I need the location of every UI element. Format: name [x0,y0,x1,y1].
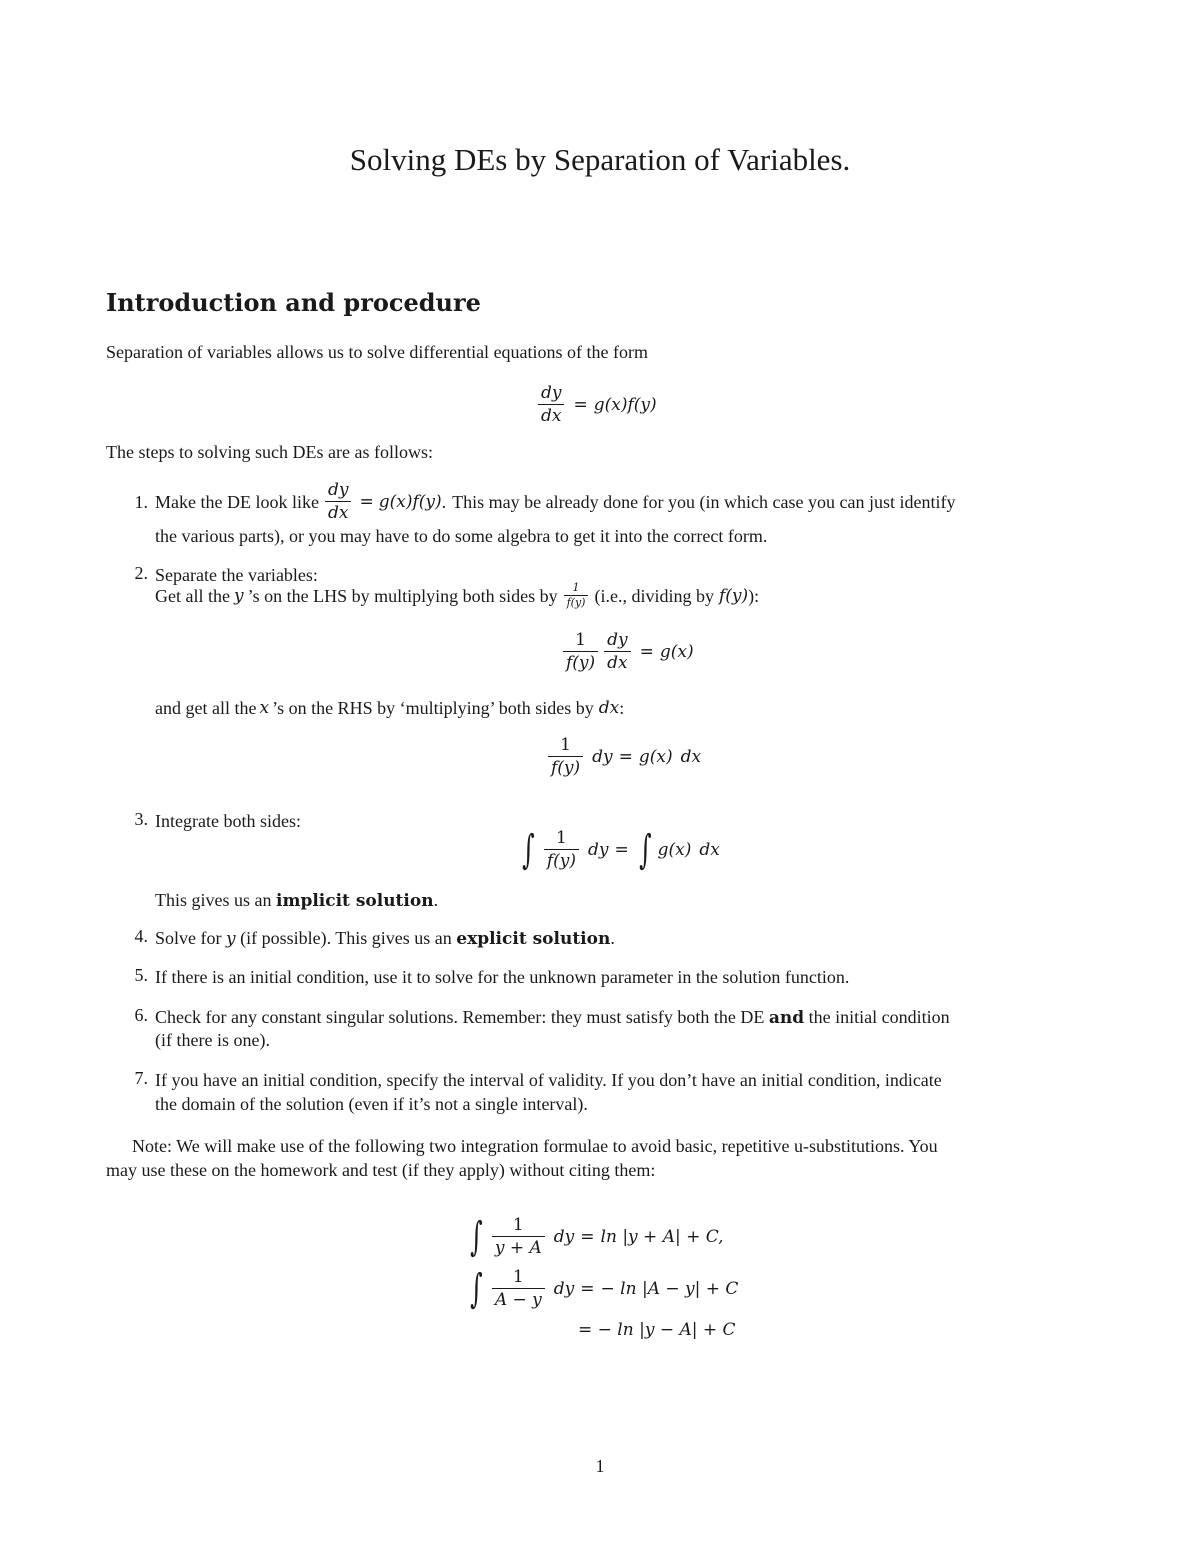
step-number: 4. [134,926,148,946]
step-number: 6. [134,1005,148,1025]
step-7-line-2: the domain of the solution (even if it’s not a single interval). [155,1094,588,1114]
step-2-line-3: and get all the x ’s on the RHS by ‘multiplying’ both sides by dx : [155,698,625,718]
dy-dx-fraction: $\frac{dy}{dx}$ [604,630,631,673]
formula-2-alt: = − ln |y − A| + C [578,1320,736,1340]
integral-equation: ∫ $\frac{1}{f(y)}$ dy = ∫ g(x) dx [522,826,720,873]
one-over-a-minus-y-fraction: $\frac{1}{A - y}$ [492,1267,545,1310]
dy-dx-fraction: $\frac{dy}{dx}$ [325,480,352,523]
step-7-line-1: If you have an initial condition, specify the interval of validity. If you don’t have an initial condition, indicate [155,1070,942,1090]
step-1-line-1: Make the DE look like $\frac{dy}{dx}$ = g(x)f(y) . This may be already done for you (in which case you can just identify [155,480,956,523]
integral-sign: ∫ [470,1265,483,1312]
step-2-line-2: Get all the y ’s on the LHS by multiplying both sides by $\frac{1}{f(y)}$ (i.e., dividing by f(y) ): [155,581,760,609]
step-6-line-1: Check for any constant singular solutions. Remember: they must satisfy both the DE and the initial condition [155,1007,950,1028]
integral-sign: ∫ [638,826,652,873]
separated-equation-2: $\frac{1}{f(y)}$ dy = g(x) dx [545,735,701,778]
steps-intro: The steps to solving such DEs are as follows: [106,442,433,462]
one-over-fy-fraction: $\frac{1}{f(y)}$ [544,828,579,871]
one-over-fy-fraction: $\frac{1}{f(y)}$ [563,630,598,673]
one-over-fy-fraction: $\frac{1}{f(y)}$ [548,735,583,778]
formula-1: ∫ $\frac{1}{y + A}$ dy = ln |y + A| + C, [470,1213,724,1260]
main-equation: $\frac{dy}{dx}$ = g(x)f(y) [535,383,657,426]
separated-equation-1: $\frac{1}{f(y)}$ $\frac{dy}{dx}$ = g(x) [560,630,694,673]
step-3-line-1: Integrate both sides: [155,811,301,831]
note-line-1: Note: We will make use of the following two integration formulae to avoid basic, repetitive u-substitutions. You [132,1136,938,1156]
page-title: Solving DEs by Separation of Variables. [349,142,851,177]
one-over-fy-small: $\frac{1}{f(y)}$ [564,582,589,609]
step-number: 2. [134,563,148,583]
integral-sign: ∫ [522,826,535,873]
step-4-line: Solve for y (if possible). This gives us an explicit solution. [155,928,615,949]
step-number: 5. [134,965,148,985]
step-number: 3. [134,809,148,829]
note-line-2: may use these on the homework and test (if they apply) without citing them: [106,1160,656,1180]
formula-2: ∫ $\frac{1}{A - y}$ dy = − ln |A − y| + C [470,1265,739,1312]
step-3-line-2: This gives us an implicit solution. [155,890,439,911]
one-over-y-plus-a-fraction: $\frac{1}{y + A}$ [492,1215,545,1258]
step-5-line: If there is an initial condition, use it to solve for the unknown parameter in the solution function. [155,967,850,987]
step-6-line-2: (if there is one). [155,1030,270,1050]
step-number: 7. [134,1068,148,1088]
dy-dx-fraction: $\frac{dy}{dx}$ [538,383,565,426]
step-number: 1. [134,492,148,512]
intro-text: Separation of variables allows us to solve differential equations of the form [106,342,649,362]
page-number: 1 [595,1456,605,1476]
step-2-line-1: Separate the variables: [155,565,318,585]
section-heading: Introduction and procedure [106,288,481,317]
step-1-line-2: the various parts), or you may have to do some algebra to get it into the correct form. [155,526,768,546]
integral-sign: ∫ [470,1213,483,1260]
